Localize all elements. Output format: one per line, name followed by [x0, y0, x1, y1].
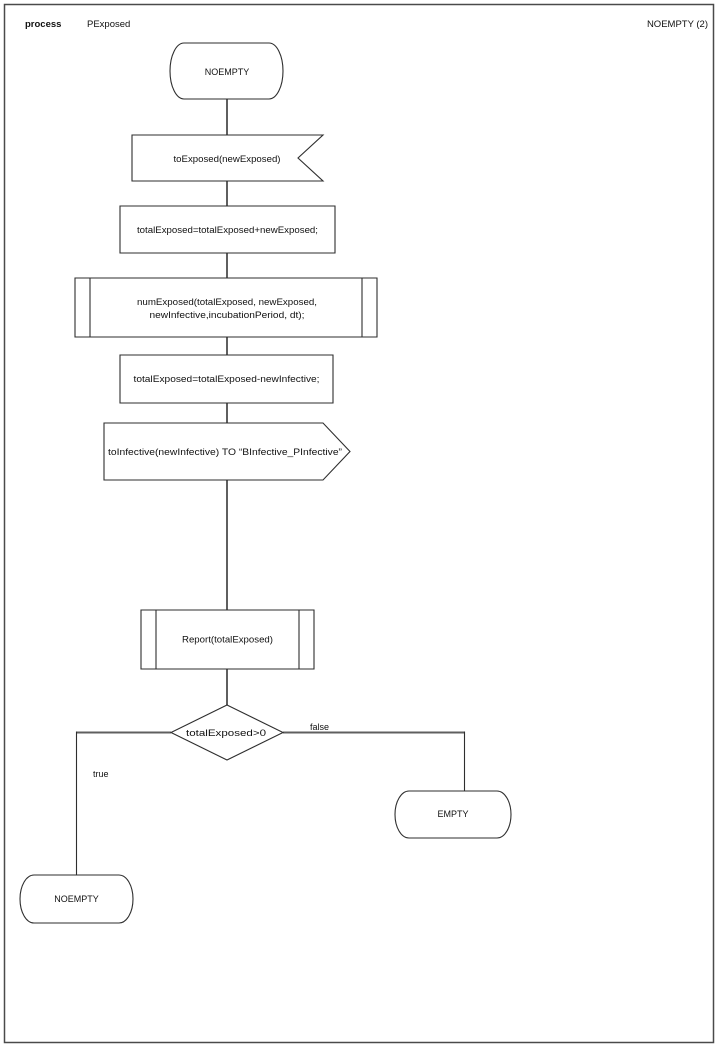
- diagram-shapes: [20, 43, 511, 923]
- true-branch-label: true: [93, 769, 109, 779]
- task-add-label: totalExposed=totalExposed+newExposed;: [137, 225, 318, 235]
- state-noempty-end-label: NOEMPTY: [54, 894, 99, 904]
- process-name: PExposed: [87, 19, 131, 30]
- false-branch-label: false: [310, 722, 330, 732]
- procedure-numexposed-shape: [75, 278, 377, 337]
- procedure-numexposed-label-line2: newInfective,incubationPeriod, dt);: [149, 310, 305, 320]
- task-subtract-label: totalExposed=totalExposed-newInfective;: [133, 374, 320, 384]
- output-signal-label: toInfective(newInfective) TO “BInfective_PInfective”: [108, 447, 342, 457]
- state-empty-label: EMPTY: [437, 809, 469, 819]
- procedure-report-label: Report(totalExposed): [182, 634, 273, 645]
- node-labels: [54, 67, 468, 904]
- page-number-label: NOEMPTY (2): [646, 19, 708, 30]
- input-signal-label: toExposed(newExposed): [173, 154, 281, 164]
- process-kind-label: process: [25, 19, 62, 30]
- state-noempty-start-label: NOEMPTY: [204, 67, 250, 77]
- decision-label: totalExposed>0: [186, 728, 266, 738]
- procedure-numexposed-label-line1: numExposed(totalExposed, newExposed,: [137, 297, 317, 307]
